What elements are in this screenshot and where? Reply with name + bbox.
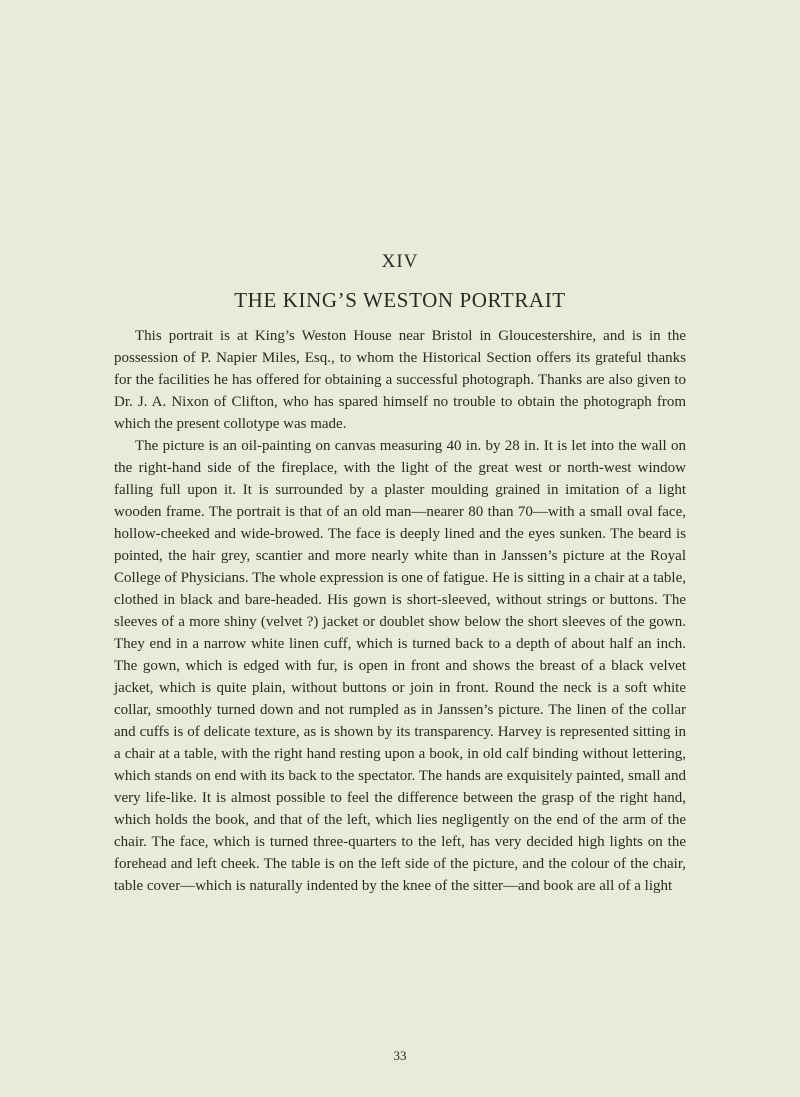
page-number: 33 [393, 1048, 407, 1063]
paragraph: This portrait is at King’s Weston House near Bristol in Gloucestershire, and is in the possession of P. Napier Miles, Esq., to whom the Historical Section offers its grateful thanks for the facilities he has offered for obtaining a successful photograph. Thanks are also given to Dr. J. A. Nixon of Clifton, who has spared himself no trouble to obtain the photograph from which the present collotype was made. [114, 328, 686, 432]
body-text [114, 325, 686, 897]
paragraph: The picture is an oil-painting on canvas measuring 40 in. by 28 in. It is let into the wall on the right-hand side of the fireplace, with the light of the great west or north-west window falling full upon it. It is surrounded by a plaster moulding grained in imitation of a light wooden frame. The portrait is that of an old man—nearer 80 than 70—with a small oval face, hollow-cheeked and wide-browed. The face is deeply lined and the eyes sunken. The beard is pointed, the hair grey, scantier and more nearly white than in Janssen’s picture at the Royal College of Physicians. The whole expression is one of fatigue. He is sitting in a chair at a table, clothed in black and bare-headed. His gown is short-sleeved, without strings or buttons. The sleeves of a more shiny (velvet ?) jacket or doublet show below the short sleeves of the gown. They end in a narrow white linen cuff, which is turned back to a depth of about half an inch. The gown, which is edged with fur, is open in front and shows the breast of a black velvet jacket, which is quite plain, without buttons or join in front. Round the neck is a soft white collar, smoothly turned down and not rumpled as in Janssen’s picture. The linen of the collar and cuffs is of delicate texture, as is shown by its transparency. Harvey is represented sitting in a chair at a table, with the right hand resting upon a book, in old calf binding without lettering, which stands on end with its back to the spectator. The hands are exquisitely painted, small and very life-like. It is almost possible to feel the difference between the grasp of the right hand, which holds the book, and that of the left, which lies negligently on the end of the arm of the chair. The face, which is turned three-quarters to the left, has very decided high lights on the forehead and left cheek. The table is on the left side of the picture, and the colour of the chair, table cover—which is naturally indented by the knee of the sitter—and book are all of a light [114, 438, 686, 894]
chapter-title: THE KING’S WESTON PORTRAIT [234, 288, 566, 312]
chapter-number: XIV [381, 251, 419, 272]
